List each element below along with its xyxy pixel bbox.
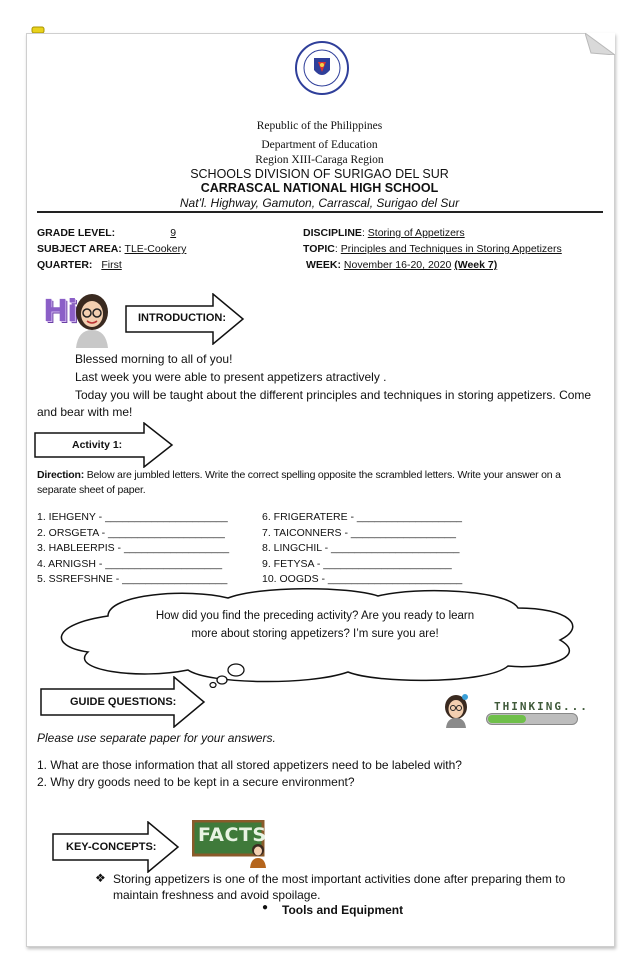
- intro-line-3a: Today you will be taught about the different principles and techniques in storing appetizers. Come: [75, 388, 592, 402]
- list-item: 4. ARNIGSH - ____________________: [37, 557, 223, 570]
- school-address: Nat’l. Highway, Gamuton, Carrascal, Surigao del Sur: [179, 196, 460, 210]
- quarter-row: [37, 259, 287, 271]
- key-concept-line-b: maintain freshness and avoid spoilage.: [113, 888, 321, 902]
- intro-line-2: Last week you were able to present appetizers atractively .: [75, 370, 387, 384]
- teacher-avatar: [72, 292, 112, 348]
- department-line: Department of Education: [261, 139, 378, 151]
- quarter-value: First: [101, 259, 122, 271]
- topic-row: TOPIC: Principles and Techniques in Storing Appetizers: [303, 243, 562, 255]
- list-item: 9. FETYSA - ______________________: [262, 557, 452, 570]
- discipline-row: DISCIPLINE: Storing of Appetizers: [303, 227, 465, 239]
- list-item: 6. FRIGERATERE - __________________: [262, 511, 463, 523]
- facts-text: FACTS: [198, 824, 267, 846]
- key-concept-text: [113, 871, 603, 903]
- guide-question-2: 2. Why dry goods need to be kept in a secure environment?: [37, 775, 355, 789]
- introduction-label: INTRODUCTION:: [138, 312, 226, 324]
- week-number: (Week 7): [454, 259, 498, 271]
- activity-label: Activity 1:: [72, 439, 123, 451]
- subject-area-row: [37, 243, 287, 255]
- guide-questions-label: GUIDE QUESTIONS:: [70, 696, 177, 708]
- week-row: [306, 259, 606, 271]
- grade-level-label: GRADE LEVEL:: [37, 227, 116, 239]
- direction-label: Direction:: [37, 469, 85, 481]
- tools-equipment-heading: Tools and Equipment: [282, 903, 404, 917]
- thinking-avatar: [443, 694, 469, 728]
- list-item: 8. LINGCHIL - ______________________: [262, 542, 460, 554]
- cloud-text: [120, 607, 510, 643]
- subject-area-label: SUBJECT AREA:: [37, 243, 122, 255]
- week-value: November 16-20, 2020: [343, 259, 452, 271]
- sub-bullet-icon: ●: [262, 902, 269, 913]
- grade-level-value: 9: [170, 227, 177, 239]
- page-fold-corner: [585, 33, 615, 55]
- week-label: WEEK:: [306, 259, 341, 271]
- thinking-text: THINKING...: [494, 700, 589, 713]
- jumbled-list-left: [37, 510, 229, 588]
- intro-line-3b: and bear with me!: [37, 405, 133, 419]
- direction-line-b: separate sheet of paper.: [37, 484, 146, 496]
- key-concept-line-a: Storing appetizers is one of the most important activities done after preparing them to: [113, 872, 566, 886]
- quarter-label: QUARTER:: [37, 259, 93, 271]
- grade-level-row: [37, 227, 287, 239]
- list-item: 1. IEHGENY - _____________________: [37, 511, 228, 523]
- list-item: 5. SSREFSHNE - __________________: [37, 573, 228, 585]
- topic-value: Principles and Techniques in Storing Appetizers: [340, 243, 562, 255]
- topic-label: TOPIC: [303, 243, 335, 255]
- direction-line-a: Below are jumbled letters. Write the correct spelling opposite the scrambled letters. Write your answer on a: [86, 469, 561, 481]
- list-item: 7. TAICONNERS - __________________: [262, 526, 456, 539]
- guide-question-1: 1. What are those information that all stored appetizers need to be labeled with?: [37, 758, 462, 772]
- cloud-line-2: more about storing appetizers? I’m sure you are!: [191, 628, 439, 640]
- key-concepts-label: KEY-CONCEPTS:: [66, 841, 157, 853]
- discipline-label: DISCIPLINE: [303, 227, 362, 239]
- bullet-diamond-icon: ❖: [95, 871, 106, 885]
- hi-greeting: Hi: [43, 294, 77, 329]
- cloud-line-1: How did you find the preceding activity? Are you ready to learn: [155, 610, 475, 622]
- thinking-progress-bar: [486, 713, 578, 725]
- list-item: 3. HABLEERPIS - __________________: [37, 542, 230, 554]
- school-name: CARRASCAL NATIONAL HIGH SCHOOL: [200, 181, 439, 195]
- subject-area-value: TLE-Cookery: [124, 243, 187, 255]
- intro-line-1: Blessed morning to all of you!: [75, 352, 233, 366]
- discipline-value: Storing of Appetizers: [367, 227, 465, 239]
- guide-instruction: Please use separate paper for your answers.: [37, 731, 276, 745]
- jumbled-list-right: [262, 510, 462, 588]
- list-item: 10. OOGDS - _______________________: [262, 573, 463, 585]
- deped-seal-logo: [294, 40, 350, 96]
- direction-text: [37, 468, 605, 498]
- list-item: 2. ORSGETA - ____________________: [37, 526, 225, 539]
- region-line: Region XIII-Caraga Region: [255, 154, 384, 166]
- division-line: SCHOOLS DIVISION OF SURIGAO DEL SUR: [190, 167, 449, 181]
- header-rule: [37, 211, 603, 213]
- republic-line: Republic of the Philippines: [256, 120, 383, 132]
